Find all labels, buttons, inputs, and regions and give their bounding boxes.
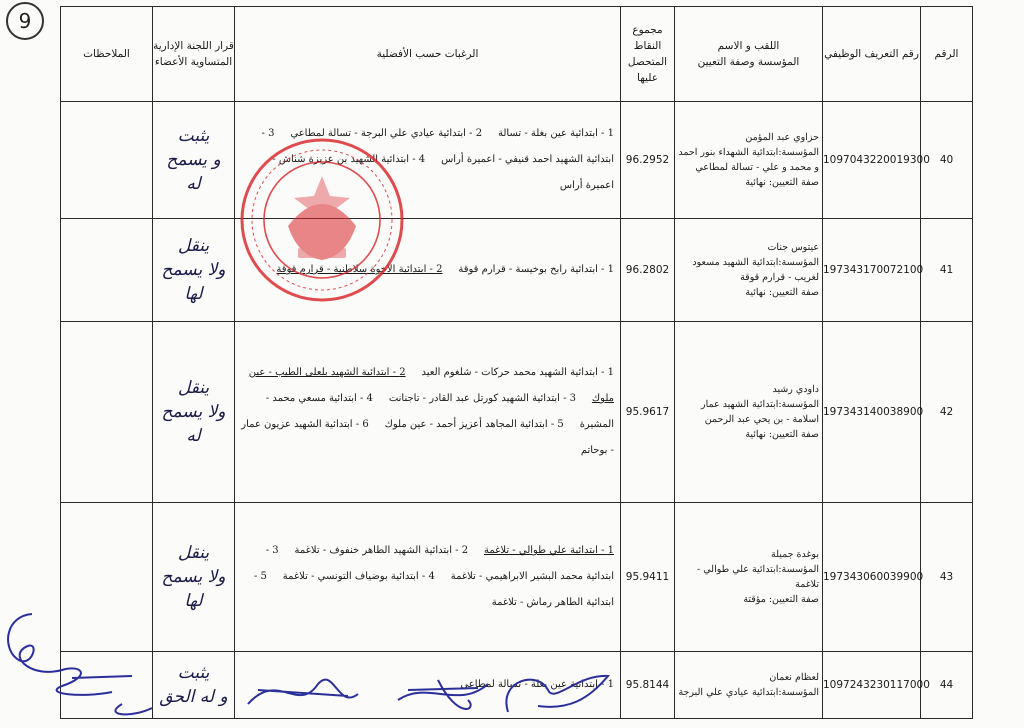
wish-item: 3 - ابتدائية محمد البشير الابراهيمي - تلاغمة xyxy=(265,545,614,582)
cell-employee-id: 1097243230117000 xyxy=(823,652,921,719)
wish-item: 5 - ابتدائية الطاهر رماش - تلاغمة xyxy=(253,571,614,608)
cell-employee-id: 197343170072100 xyxy=(823,219,921,322)
header-notes: الملاحظات xyxy=(61,7,153,102)
cell-name xyxy=(675,503,823,652)
table-row xyxy=(61,322,973,503)
cell-notes xyxy=(61,219,153,322)
employee-institution: المؤسسة:ابتدائية الشهيد مسعود لغريب - قرارم قوقة xyxy=(692,257,819,283)
employee-name: لعظام نعمان xyxy=(769,672,819,683)
header-points-line: المتحصل xyxy=(627,56,668,68)
cell-decision xyxy=(153,219,235,322)
decision-line: ينقل xyxy=(177,543,210,563)
decision-line: ولا يسمح xyxy=(161,402,226,422)
cell-decision xyxy=(153,102,235,219)
header-name xyxy=(675,7,823,102)
wish-item: 1 - ابتدائية رابح بوخيسة - قرارم قوقة xyxy=(458,264,614,275)
decision-line: ولا يسمح xyxy=(161,260,226,280)
cell-employee-id: 197343060039900 xyxy=(823,503,921,652)
wish-item: 3 - ابتدائية الشهيد احمد قنيفي - اعميرة أراس xyxy=(261,128,614,165)
cell-employee-id: 197343140038900 xyxy=(823,322,921,503)
employee-institution: المؤسسة:ابتدائية الشهيد عمار اسلامة - بن يحي عبد الرحمن xyxy=(701,399,819,425)
employee-name: حزاوي عبد المؤمن xyxy=(745,132,819,143)
header-points-line: مجموع xyxy=(632,24,663,36)
employee-institution: المؤسسة:ابتدائية علي طوالي - تلاغمة xyxy=(697,564,819,590)
page-number: 9 xyxy=(6,2,44,40)
wish-item: 4 - ابتدائية مسعي محمد - المشيرة xyxy=(265,393,614,430)
decision-line: و له الحق xyxy=(159,687,228,707)
wish-item: 5 - ابتدائية المجاهد أعزيز أحمد - عين ملوك xyxy=(384,419,564,430)
cell-notes xyxy=(61,322,153,503)
cell-rank: 41 xyxy=(921,219,973,322)
employee-appointment: صفة التعيين: نهائية xyxy=(745,429,819,440)
table-row xyxy=(61,503,973,652)
signature-row xyxy=(238,660,618,724)
decision-line: و يسمح xyxy=(166,150,221,170)
employee-name: داودي رشيد xyxy=(772,384,819,395)
cell-points: 95.9617 xyxy=(621,322,675,503)
wish-item: 6 - ابتدائية الشهيد عزيون عمار - بوحاتم xyxy=(241,419,614,456)
wish-item: 3 - ابتدائية الشهيد كورتل عبد القادر - تاجنانت xyxy=(388,393,577,404)
employee-appointment: صفة التعيين: نهائية xyxy=(745,177,819,188)
header-row xyxy=(61,7,973,102)
header-decision xyxy=(153,7,235,102)
header-points-line: النقاط xyxy=(633,40,662,52)
cell-points: 95.9411 xyxy=(621,503,675,652)
cell-rank: 43 xyxy=(921,503,973,652)
header-points-line: عليها xyxy=(637,72,658,84)
header-decision-line2: المتساوية الأعضاء xyxy=(154,56,233,68)
wish-item: 1 - ابتدائية علي طوالي - تلاغمة xyxy=(484,545,614,556)
header-name-line2: المؤسسة وصفة التعيين xyxy=(697,56,800,68)
wish-item: 1 - ابتدائية الشهيد محمد حركات - شلغوم العيد xyxy=(421,367,614,378)
table-row xyxy=(61,219,973,322)
header-id: رقم التعريف الوظيفي xyxy=(823,7,921,102)
cell-notes xyxy=(61,102,153,219)
transfer-table xyxy=(60,6,973,719)
wish-item: 2 - ابتدائية الشهيد الطاهر خنفوف - تلاغمة xyxy=(294,545,469,556)
employee-appointment: صفة التعيين: نهائية xyxy=(745,287,819,298)
cell-points: 95.8144 xyxy=(621,652,675,719)
employee-institution: المؤسسة:ابتدائية الشهداء بنور احمد و محمد و علي - تسالة لمطاعي xyxy=(678,147,819,173)
decision-line: يثبت xyxy=(177,126,210,146)
decision-line: له xyxy=(186,174,201,194)
cell-wishes xyxy=(235,322,621,503)
cell-rank: 42 xyxy=(921,322,973,503)
cell-wishes xyxy=(235,503,621,652)
decision-line: ولا يسمح xyxy=(161,567,226,587)
cell-decision xyxy=(153,652,235,719)
wish-item: 1 - ابتدائية عين بغلة - تسالة xyxy=(497,128,614,139)
cell-name xyxy=(675,219,823,322)
employee-name: بوغدة جميلة xyxy=(771,549,819,560)
wish-item: 4 - ابتدائية بوضياف التونسي - تلاغمة xyxy=(282,571,435,582)
cell-points: 96.2802 xyxy=(621,219,675,322)
cell-decision xyxy=(153,322,235,503)
cell-rank: 40 xyxy=(921,102,973,219)
header-points xyxy=(621,7,675,102)
decision-line: لها xyxy=(184,284,203,304)
header-rank: الرقم xyxy=(921,7,973,102)
cell-name xyxy=(675,102,823,219)
cell-name xyxy=(675,652,823,719)
cell-employee-id: 1097043220019300 xyxy=(823,102,921,219)
decision-line: لها xyxy=(184,591,203,611)
header-wishes: الرغبات حسب الأفضلية xyxy=(235,7,621,102)
decision-line: ينقل xyxy=(177,236,210,256)
wish-item: 1 - ابتدائية عين بغلة - تسالة لمطاعي xyxy=(460,679,614,690)
decision-line: يثبت xyxy=(177,663,210,683)
cell-points: 96.2952 xyxy=(621,102,675,219)
header-decision-line1: قرار اللجنة الإدارية xyxy=(153,40,234,52)
employee-institution: المؤسسة:ابتدائية عيادي علي البرجة xyxy=(678,687,819,698)
cell-decision xyxy=(153,503,235,652)
header-name-line1: اللقب و الاسم xyxy=(717,40,780,52)
decision-line: ينقل xyxy=(177,378,210,398)
employee-appointment: صفة التعيين: مؤقتة xyxy=(743,594,819,605)
employee-name: عيتوس جنات xyxy=(767,242,819,253)
signature-left xyxy=(2,606,162,724)
cell-rank: 44 xyxy=(921,652,973,719)
wish-item: 2 - ابتدائية الاخوة سلاطنية - قرارم قوقة xyxy=(276,264,443,275)
official-stamp xyxy=(238,136,406,304)
cell-name xyxy=(675,322,823,503)
wish-item: 2 - ابتدائية الشهيد بلعلى الطيب - عين ملوك xyxy=(248,367,614,404)
wish-item: 4 - ابتدائية الشهيد بن عزيزة شناش - اعميرة أراس xyxy=(272,154,614,191)
table-row xyxy=(61,102,973,219)
wish-item: 2 - ابتدائية عيادي علي البرجة - تسالة لمطاعي xyxy=(290,128,483,139)
decision-line: له xyxy=(186,426,201,446)
